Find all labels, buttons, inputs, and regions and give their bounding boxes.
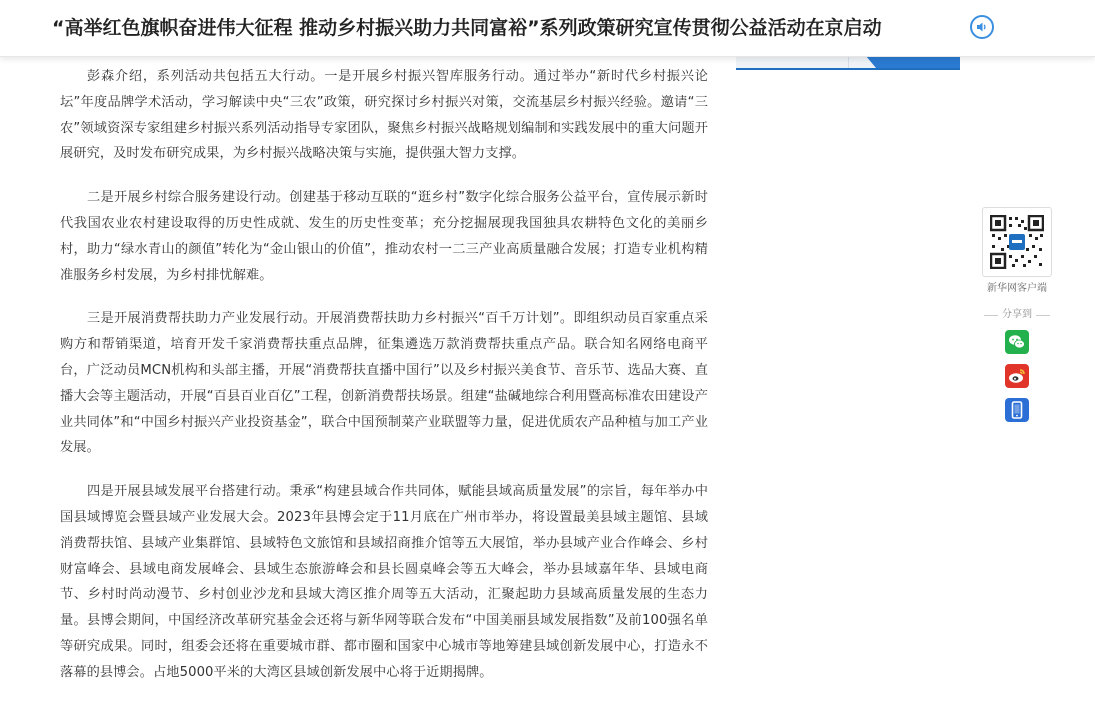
article-paragraph: 四是开展县域发展平台搭建行动。秉承“构建县域合作共同体，赋能县域高质量发展”的宗旨，每年举办中国县域博览会暨县域产业发展大会。2023年县博会定于11月底在广州市举办，将设置最美县域主题馆、县域消费帮扶馆、县域产业集群馆、县域特色文旅馆和县域招商推介馆等五大展馆，举办县域产业合作峰会、乡村财富峰会、县域电商发展峰会、县域生态旅游峰会和县长圆桌峰会等五大峰会，举办县域嘉年华、县域电商节、乡村时尚动漫节、乡村创业沙龙和县域大湾区推介周等五大活动，汇聚起助力县域高质量发展的生态力量。县博会期间，中国经济改革研究基金会还将与新华网等联合发布“中国美丽县域发展指数”及前100强名单等研究成果。同时，组委会还将在重要城市群、都市圈和国家中心城市等地筹建县域创新发展中心，打造永不落幕的县博会。占地5000平米的大湾区县域创新发展中心将于近期揭牌。 xyxy=(60,484,708,680)
article-paragraph: 二是开展乡村综合服务建设行动。创建基于移动互联的“逛乡村”数字化综合服务公益平台，宣传展示新时代我国农业农村建设取得的历史性成就、发生的历史性变革；充分挖掘展现我国独具农耕特色文化的美丽乡村，助力“绿水青山的颜值”转化为“金山银山的价值”，推动农村一二三产业高质量融合发展；打造专业机构精准服务乡村发展，为乡村排忧解难。 xyxy=(60,190,708,283)
article-title-bar xyxy=(0,0,1095,57)
qr-code xyxy=(982,207,1052,277)
partial-banner-strip xyxy=(736,56,960,70)
article-title: “高举红色旗帜奋进伟大征程 推动乡村振兴助力共同富裕”系列政策研究宣传贯彻公益活动在京启动 xyxy=(52,17,882,39)
speaker-icon xyxy=(975,20,989,34)
share-mobile-button[interactable] xyxy=(1005,398,1029,422)
share-weibo-button[interactable] xyxy=(1005,364,1029,388)
share-label: 分享到 xyxy=(980,308,1054,322)
article-paragraph: 三是开展消费帮扶助力产业发展行动。开展消费帮扶助力乡村振兴“百千万计划”。即组织动员百家重点采购方和帮销渠道，培育开发千家消费帮扶重点品牌，征集遴选万款消费帮扶重点产品。联合知名网络电商平台，广泛动员MCN机构和头部主播，开展“消费帮扶直播中国行”以及乡村振兴美食节、音乐节、选品大赛、直播大会等主题活动，开展“百县百业百亿”工程，创新消费帮扶场景。组建“盐碱地综合利用暨高标准农田建设产业共同体”和“中国乡村振兴产业投资基金”，联合中国预制菜产业联盟等力量，促进优质农产品种植与加工产业发展。 xyxy=(60,311,708,456)
article-body xyxy=(60,64,708,704)
share-wechat-button[interactable] xyxy=(1005,330,1029,354)
mobile-phone-icon xyxy=(1005,398,1029,422)
wechat-icon xyxy=(1005,330,1029,354)
article-paragraph: 彭森介绍，系列活动共包括五大行动。一是开展乡村振兴智库服务行动。通过举办“新时代乡村振兴论坛”年度品牌学术活动，学习解读中央“三农”政策，研究探讨乡村振兴对策，交流基层乡村振兴经验。邀请“三农”领域资深专家组建乡村振兴系列活动指导专家团队，聚焦乡村振兴战略规划编制和实践发展中的重大问题开展研究，及时发布研究成果，为乡村振兴战略决策与实施，提供强大智力支撑。 xyxy=(60,69,708,162)
qr-label: 新华网客户端 xyxy=(987,283,1047,294)
share-sidebar xyxy=(980,207,1054,422)
qr-code-icon xyxy=(990,215,1044,269)
weibo-icon xyxy=(1005,364,1029,388)
audio-play-button[interactable] xyxy=(970,15,994,39)
